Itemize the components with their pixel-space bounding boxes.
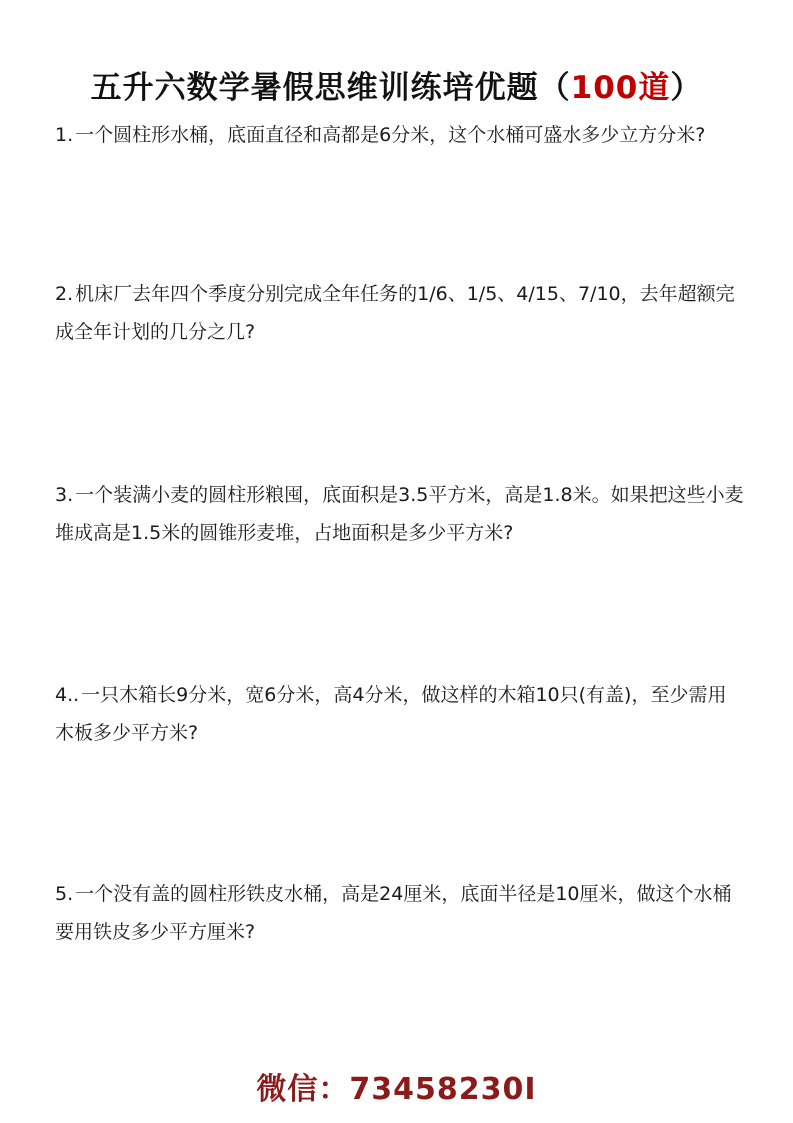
question-number: 1.: [55, 124, 74, 146]
question-3: [55, 476, 745, 552]
question-1: [55, 116, 745, 154]
wechat-contact: 微信：73458230I: [256, 1072, 537, 1107]
question-text: 一个没有盖的圆柱形铁皮水桶，高是24厘米，底面半径是10厘米，做这个水桶要用铁皮多少平方厘米?: [55, 883, 732, 943]
question-text: 一个装满小麦的圆柱形粮囤，底面积是3.5平方米，高是1.8米。如果把这些小麦堆成高是1.5米的圆锥形麦堆，占地面积是多少平方米?: [55, 484, 744, 544]
question-number: 5.: [55, 883, 74, 905]
question-number: 2.: [55, 283, 74, 305]
question-text: 机床厂去年四个季度分别完成全年任务的1/6、1/5、4/15、7/10，去年超额完成全年计划的几分之几?: [55, 283, 735, 343]
question-2: [55, 275, 745, 351]
title-count: 100道: [570, 70, 671, 106]
title-close-paren: ）: [670, 70, 703, 106]
title-main: 五升六数学暑假思维训练培优题: [90, 70, 539, 106]
title-open-paren: （: [538, 70, 571, 106]
question-5: [55, 875, 745, 951]
question-number: 4..: [55, 684, 80, 706]
page-title: [0, 62, 793, 107]
question-text: 一个圆柱形水桶，底面直径和高都是6分米，这个水桶可盛水多少立方分米?: [75, 124, 706, 146]
question-number: 3.: [55, 484, 74, 506]
question-text: 一只木箱长9分米，宽6分米，高4分米，做这样的木箱10只(有盖)，至少需用木板多少平方米?: [55, 684, 727, 744]
question-4: [55, 676, 745, 752]
